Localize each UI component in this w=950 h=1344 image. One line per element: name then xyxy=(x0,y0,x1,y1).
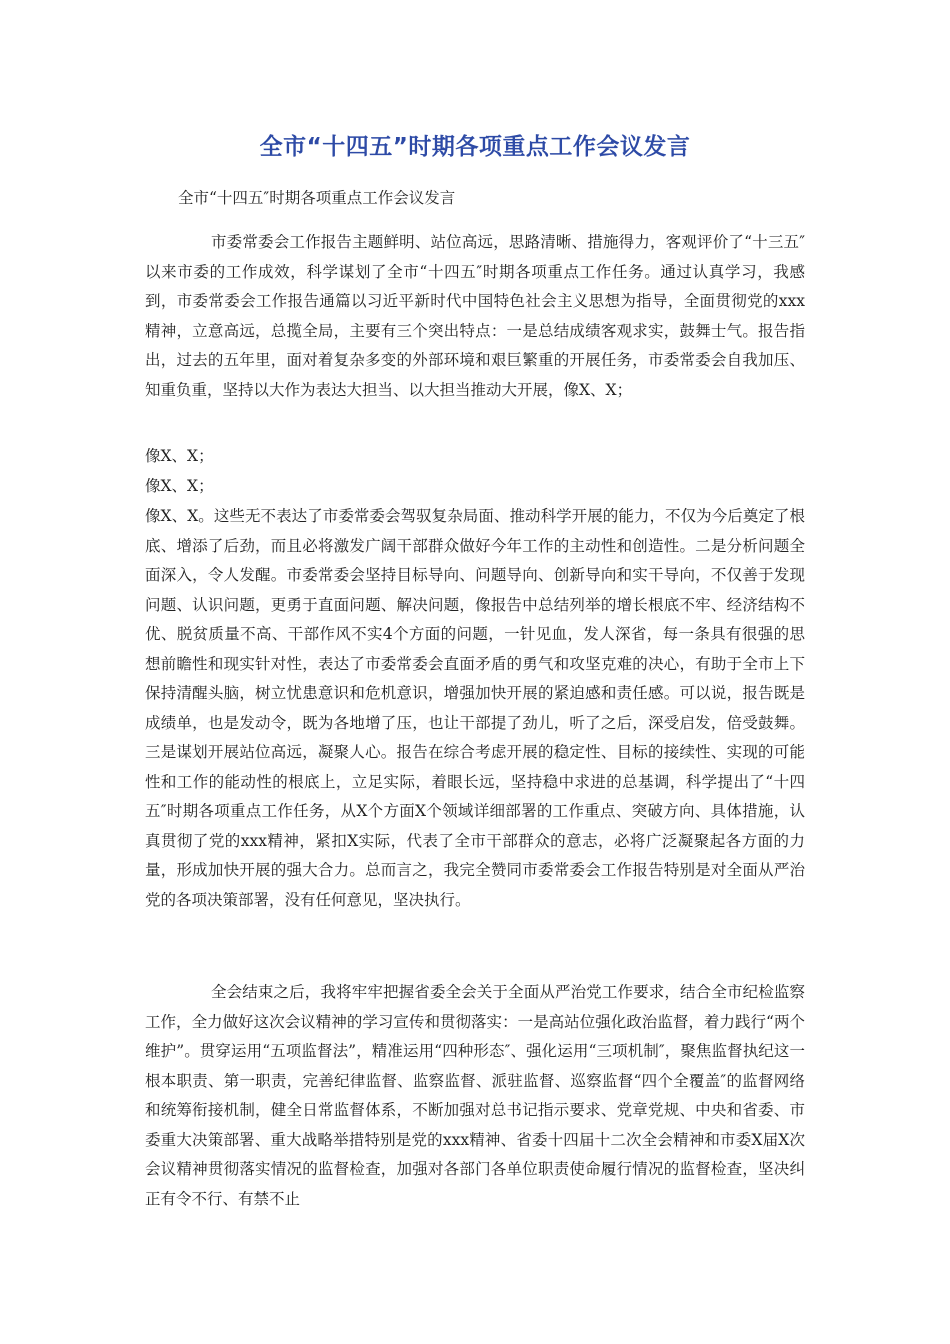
document-title: 全市“十四五”时期各项重点工作会议发言 xyxy=(259,134,691,160)
paragraph: 像X、X； xyxy=(145,477,214,495)
paragraph: 像X、X。这些无不表达了市委常委会驾驭复杂局面、推动科学开展的能力，不仅为今后奠定了根底、增添了后劲，而且必将激发广阔干部群众做好今年工作的主动性和创造性。二是分析问题全面深入，令人发醒。市委常委会坚持目标导向、问题导向、创新导向和实干导向，不仅善于发现问题、认识问题，更勇于直面问题、解决问题，像报告中总结列举的增长根底不牢、经济结构不优、脱贫质量不高、干部作风不实4个方面的问题，一针见血，发人深省，每一条具有很强的思想前瞻性和现实针对性，表达了市委常委会直面矛盾的勇气和攻坚克难的决心，有助于全市上下保持清醒头脑，树立忧患意识和危机意识，增强加快开展的紧迫感和责任感。可以说，报告既是成绩单，也是发动令，既为各地增了压，也让干部提了劲儿，听了之后，深受启发，倍受鼓舞。三是谋划开展站位高远，凝聚人心。报告在综合考虑开展的稳定性、目标的接续性、实现的可能性和工作的能动性的根底上，立足实际，着眼长远，坚持稳中求进的总基调，科学提出了“十四五″时期各项重点工作任务，从X个方面X个领域详细部署的工作重点、突破方向、具体措施，认真贯彻了党的xxx精神，紧扣X实际，代表了全市干部群众的意志，必将广泛凝聚起各方面的力量，形成加快开展的强大合力。总而言之，我完全赞同市委常委会工作报告特别是对全面从严治党的各项决策部署，没有任何意见，坚决执行。 xyxy=(145,507,805,909)
paragraph: 全会结束之后，我将牢牢把握省委全会关于全面从严治党工作要求，结合全市纪检监察工作，全力做好这次会议精神的学习宣传和贯彻落实：一是高站位强化政治监督，着力践行“两个维护”。贯穿运用“五项监督法”，精准运用“四种形态″、强化运用“三项机制″，聚焦监督执纪这一根本职责、第一职责，完善纪律监督、监察监督、派驻监督、巡察监督“四个全覆盖″的监督网络和统筹衔接机制，健全日常监督体系，不断加强对总书记指示要求、党章党规、中央和省委、市委重大决策部署、重大战略举措特别是党的xxx精神、省委十四届十二次全会精神和市委X届X次会议精神贯彻落实情况的监督检查，加强对各部门各单位职责使命履行情况的监督检查，坚决纠正有令不行、有禁不止 xyxy=(145,983,805,1208)
document-subtitle: 全市“十四五″时期各项重点工作会议发言 xyxy=(178,189,456,207)
paragraph: 像X、X； xyxy=(145,447,214,465)
paragraph: 市委常委会工作报告主题鲜明、站位高远，思路清晰、措施得力，客观评价了“十三五″以来市委的工作成效，科学谋划了全市“十四五″时期各项重点工作任务。通过认真学习，我感到，市委常委会工作报告通篇以习近平新时代中国特色社会主义思想为指导，全面贯彻党的xxx精神，立意高远，总揽全局，主要有三个突出特点：一是总结成绩客观求实，鼓舞士气。报告指出，过去的五年里，面对着复杂多变的外部环境和艰巨繁重的开展任务，市委常委会自我加压、知重负重，坚持以大作为表达大担当、以大担当推动大开展，像X、X； xyxy=(145,233,805,399)
